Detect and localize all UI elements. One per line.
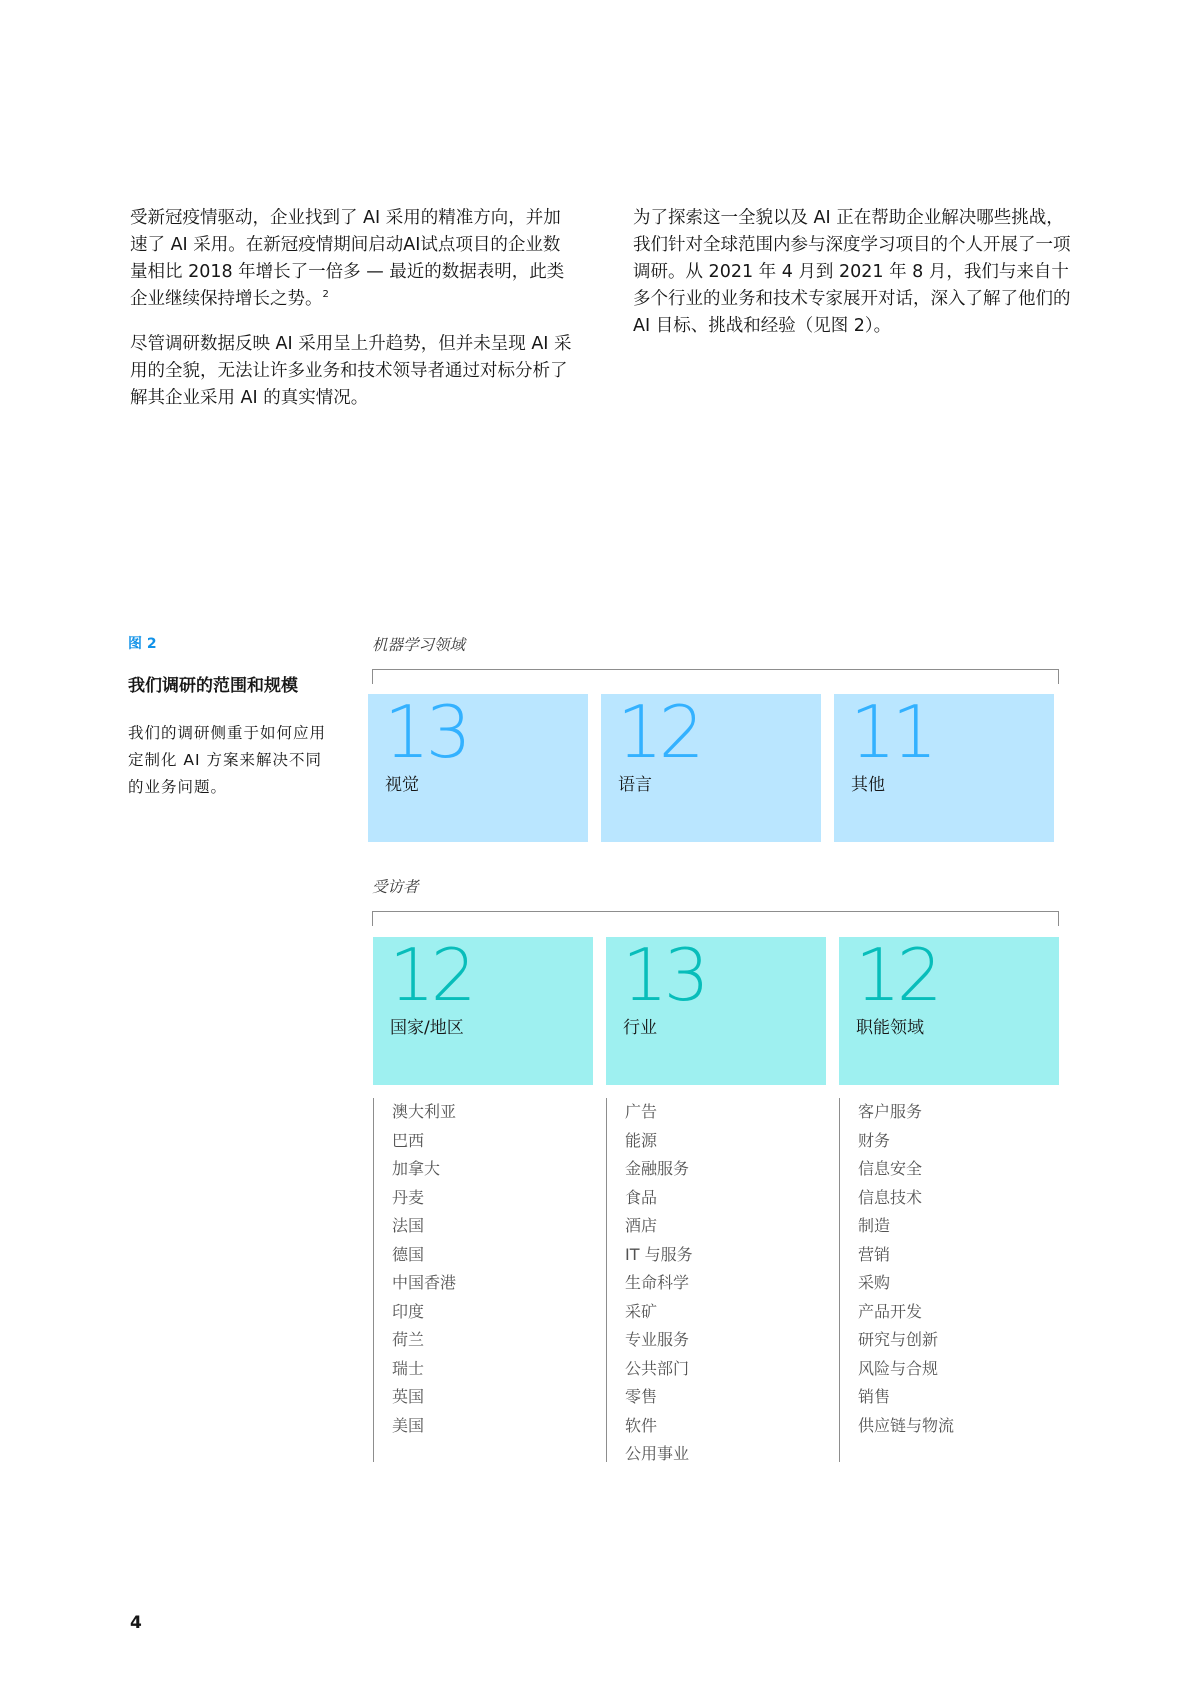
figure-description: 我们的调研侧重于如何应用定制化 AI 方案来解决不同的业务问题。 — [128, 724, 327, 796]
paragraph-text: 受新冠疫情驱动，企业找到了 AI 采用的精准方向，并加速了 AI 采用。在新冠疫情期间启动AI试点项目的企业数量相比 2018 年增长了一倍多 — 最近的数据表明，此类企业继续保持增长之势。 — [130, 208, 565, 309]
list-item: 信息安全 — [858, 1159, 923, 1178]
stat-label: 国家/地区 — [390, 1018, 464, 1038]
ml-box-language — [601, 690, 821, 842]
respondent-box-country — [373, 933, 593, 1085]
stat-label: 职能领域 — [856, 1018, 924, 1038]
stat-number: 13 — [384, 690, 468, 774]
country-list — [373, 1098, 456, 1462]
list-item: 印度 — [392, 1301, 425, 1321]
list-item: 采购 — [858, 1273, 891, 1292]
respondent-box-industry — [606, 933, 826, 1085]
list-item: 荷兰 — [392, 1330, 425, 1349]
body-column-left — [130, 205, 575, 430]
footnote-marker[interactable]: 2 — [322, 289, 329, 301]
stat-label: 语言 — [618, 775, 652, 795]
paragraph: 为了探索这一全貌以及 AI 正在帮助企业解决哪些挑战，我们针对全球范围内参与深度学习项目的个人开展了一项调研。从 2021 年 4 月到 2021 年 8 月，我们与来自十多个行业的业务和技术专家展开对话，深入了解了他们的 AI 目标、挑战和经验（见图 2）。 — [633, 208, 1071, 336]
list-item: 瑞士 — [392, 1358, 425, 1378]
list-item: 澳大利亚 — [392, 1102, 457, 1121]
respondent-section-label: 受访者 — [372, 878, 419, 896]
list-item: 中国香港 — [392, 1273, 457, 1292]
list-item: 采矿 — [625, 1301, 658, 1321]
stat-label: 行业 — [623, 1018, 657, 1038]
list-item: 公共部门 — [625, 1358, 690, 1378]
respondent-box-function — [839, 933, 1059, 1085]
list-item: 销售 — [858, 1387, 891, 1406]
list-item: 公用事业 — [625, 1444, 690, 1463]
page-number: 4 — [130, 1613, 142, 1633]
list-item: 美国 — [392, 1415, 425, 1435]
stat-label: 视觉 — [385, 775, 419, 795]
list-item: 信息技术 — [858, 1187, 923, 1207]
ml-section-bracket — [372, 669, 1059, 684]
body-column-right — [633, 205, 1078, 358]
list-item: 巴西 — [392, 1130, 425, 1150]
list-item: 供应链与物流 — [858, 1415, 955, 1435]
ml-section-label: 机器学习领域 — [372, 636, 466, 654]
list-item: 客户服务 — [858, 1102, 923, 1121]
stat-number: 11 — [850, 690, 934, 774]
stat-number: 13 — [622, 933, 706, 1017]
stat-label: 其他 — [851, 775, 885, 795]
list-item: 生命科学 — [625, 1273, 690, 1292]
list-item: 研究与创新 — [858, 1330, 939, 1349]
paragraph — [130, 205, 575, 313]
stat-number: 12 — [389, 933, 473, 1017]
stat-number: 12 — [855, 933, 939, 1017]
ml-box-other — [834, 690, 1054, 842]
list-item: 能源 — [625, 1130, 658, 1150]
list-item: 软件 — [625, 1415, 658, 1435]
list-item: 制造 — [858, 1216, 891, 1235]
list-item: 营销 — [858, 1244, 891, 1264]
industry-list — [606, 1098, 693, 1462]
list-item: 专业服务 — [625, 1330, 690, 1349]
stat-number: 12 — [617, 690, 701, 774]
list-item: 风险与合规 — [858, 1358, 939, 1378]
list-item: 德国 — [392, 1244, 425, 1264]
figure-label: 图 2 — [128, 636, 157, 652]
ml-box-vision — [368, 690, 588, 842]
list-item: 财务 — [858, 1130, 891, 1150]
list-item: 零售 — [625, 1387, 658, 1406]
list-item: 丹麦 — [392, 1187, 425, 1207]
figure-title: 我们调研的范围和规模 — [128, 676, 298, 696]
respondent-section-bracket — [372, 911, 1059, 926]
list-item: 法国 — [392, 1216, 425, 1235]
list-item: 金融服务 — [625, 1159, 690, 1178]
list-item: 酒店 — [625, 1216, 658, 1235]
list-item: 英国 — [392, 1387, 425, 1406]
list-item: 产品开发 — [858, 1301, 923, 1321]
list-item: IT 与服务 — [625, 1244, 693, 1264]
paragraph: 尽管调研数据反映 AI 采用呈上升趋势，但并未呈现 AI 采用的全貌，无法让许多业务和技术领导者通过对标分析了解其企业采用 AI 的真实情况。 — [130, 334, 572, 408]
list-item: 广告 — [625, 1102, 658, 1121]
list-item: 食品 — [625, 1187, 658, 1207]
function-list — [839, 1098, 954, 1462]
list-item: 加拿大 — [392, 1159, 441, 1178]
